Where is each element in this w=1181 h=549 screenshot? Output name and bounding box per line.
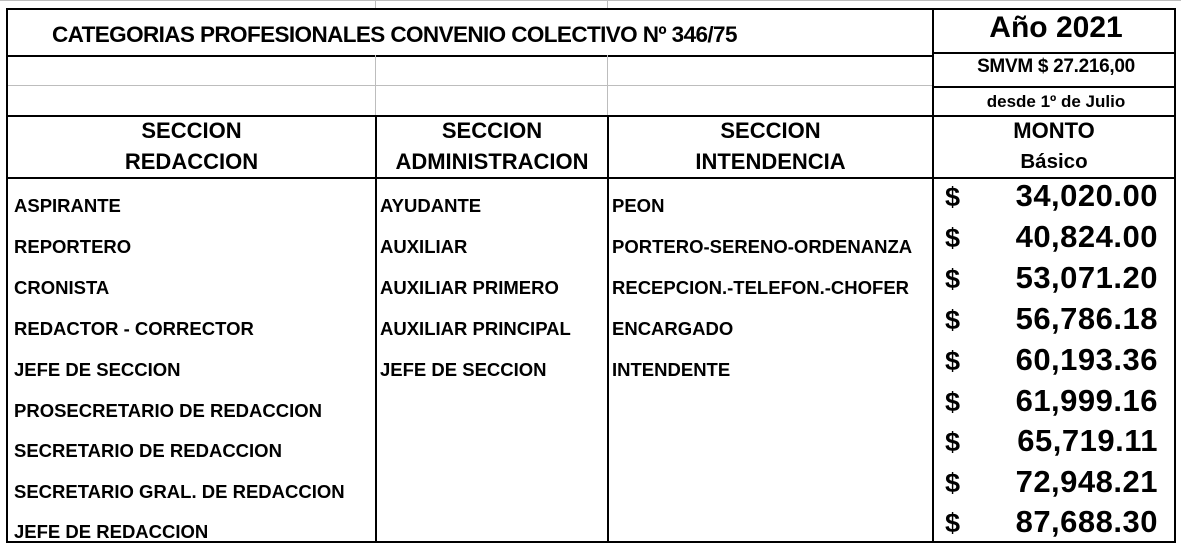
left-border [6,8,8,543]
cell-redaccion: PROSECRETARIO DE REDACCION [14,400,323,421]
header-intendencia-line1: SECCION [720,118,821,143]
header-monto-line1: MONTO [1013,118,1095,143]
col-border-d [932,8,934,543]
blank-row-gridline [6,85,934,86]
cell-redaccion: SECRETARIO DE REDACCION [14,440,282,461]
table-title: CATEGORIAS PROFESIONALES CONVENIO COLECTIVO Nº 346/75 [52,22,737,47]
cell-redaccion: ASPIRANTE [14,195,121,216]
smvm-value: SMVM $ 27.216,00 [977,56,1135,77]
currency-symbol: $ [945,305,961,335]
currency-symbol: $ [945,223,961,253]
col-gridline-b-top [375,0,376,8]
currency-symbol: $ [945,346,961,376]
cell-intendencia: RECEPCION.-TELEFON.-CHOFER [612,277,910,298]
header-intendencia-line2: INTENDENCIA [695,149,846,174]
amount-value: 61,999.16 [1015,383,1158,418]
year-label: Año 2021 [989,11,1123,44]
effective-date: desde 1º de Julio [986,92,1126,111]
header-administracion-line1: SECCION [441,118,543,143]
amount-value: 56,786.18 [1015,301,1158,336]
smvm-row-border [933,86,1176,88]
amount-value: 87,688.30 [1015,504,1158,539]
header-administracion-line2: ADMINISTRACION [395,149,589,174]
year-row-border [933,52,1176,54]
header-redaccion-line2: REDACCION [124,149,259,174]
header-monto-line2: Básico [1020,150,1088,173]
header-redaccion-line1: SECCION [141,118,242,143]
cell-administracion: AUXILIAR PRINCIPAL [380,318,571,339]
amount-value: 65,719.11 [1017,423,1158,458]
cell-redaccion: REDACTOR - CORRECTOR [14,318,254,339]
col-border-b [375,115,377,543]
col-gridline-c-top [607,0,608,8]
cell-administracion: AUXILIAR PRIMERO [380,277,559,298]
amount-value: 34,020.00 [1015,178,1158,213]
cell-redaccion: JEFE DE REDACCION [14,521,209,542]
cell-redaccion: REPORTERO [14,236,132,257]
cell-redaccion: SECRETARIO GRAL. DE REDACCION [14,481,345,502]
amount-value: 60,193.36 [1015,342,1158,377]
amount-value: 72,948.21 [1015,464,1158,499]
currency-symbol: $ [945,468,961,498]
currency-symbol: $ [945,387,961,417]
amount-value: 40,824.00 [1015,219,1158,254]
cell-intendencia: PEON [612,195,665,216]
currency-symbol: $ [945,264,961,294]
currency-symbol: $ [945,182,961,212]
cell-intendencia: PORTERO-SERENO-ORDENANZA [612,236,913,257]
header-top-border [6,115,1176,117]
cell-administracion: AYUDANTE [380,195,482,216]
col-gridline-c-blank [607,55,608,115]
title-top-border [6,8,1176,10]
currency-symbol: $ [945,427,961,457]
right-border [1174,8,1176,543]
currency-symbol: $ [945,508,961,538]
cell-administracion: AUXILIAR [380,236,468,257]
cell-intendencia: ENCARGADO [612,318,734,339]
col-border-c [607,115,609,543]
amount-value: 53,071.20 [1015,260,1158,295]
col-gridline-b-blank [375,55,376,115]
cell-intendencia: INTENDENTE [612,359,731,380]
top-gridline [0,0,1181,1]
cell-redaccion: CRONISTA [14,277,110,298]
cell-redaccion: JEFE DE SECCION [14,359,181,380]
cell-administracion: JEFE DE SECCION [380,359,547,380]
title-bottom-border [6,55,934,57]
